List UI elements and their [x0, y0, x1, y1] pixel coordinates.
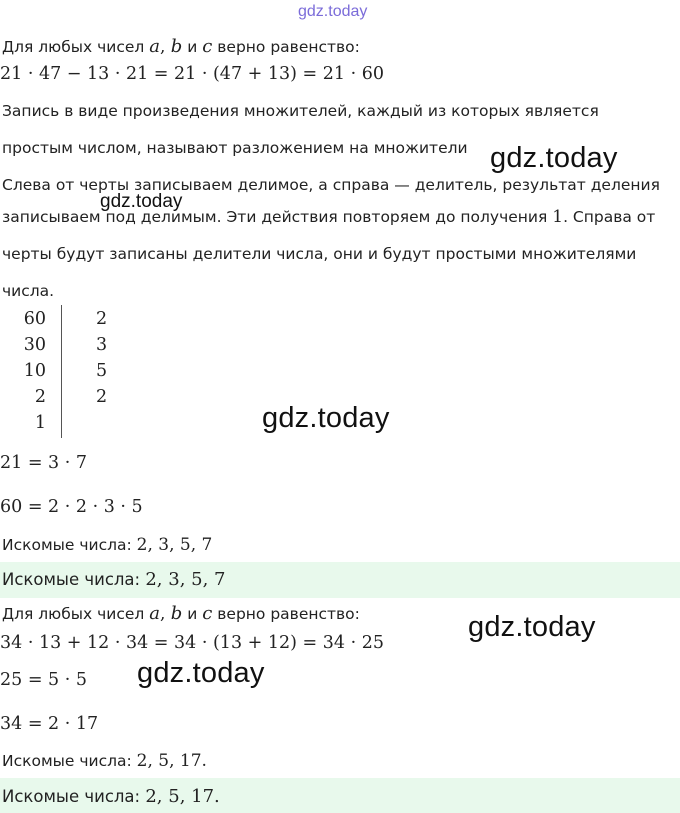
var-c: c	[202, 603, 213, 624]
equation-2: 34 · 13 + 12 · 34 = 34 · (13 + 12) = 34 · 25	[0, 633, 384, 653]
highlight-values: 2, 3, 5, 7	[145, 569, 226, 590]
highlight-text	[2, 569, 226, 590]
factor-21: 21 = 3 · 7	[0, 453, 88, 473]
var-b: b	[170, 36, 183, 57]
answer-1	[2, 535, 212, 555]
answer-values: 2, 3, 5, 7	[136, 535, 213, 555]
dividend: 10	[23, 361, 46, 381]
para1-line2: простым числом, называют разложением на множители	[2, 139, 468, 157]
watermark-top: gdz.today	[298, 3, 368, 20]
highlight-label: Искомые числа:	[2, 787, 146, 806]
dividend: 30	[23, 335, 46, 355]
watermark-4: gdz.today	[468, 611, 596, 643]
intro-prefix: Для любых чисел	[2, 605, 150, 623]
watermark-1: gdz.today	[490, 142, 618, 174]
watermark-3: gdz.today	[262, 402, 390, 434]
and-word: и	[182, 605, 203, 623]
factor-25: 25 = 5 · 5	[0, 670, 88, 690]
divisor: 3	[96, 335, 108, 355]
answer-highlight-2	[0, 778, 680, 813]
intro-suffix: верно равенство:	[212, 605, 360, 623]
intro-line-2	[2, 604, 360, 624]
watermark-2: gdz.today	[100, 191, 183, 212]
answer-highlight-1	[0, 562, 680, 598]
dividend: 2	[34, 387, 46, 407]
highlight-values: 2, 5, 17.	[145, 786, 220, 807]
answer-2	[2, 751, 207, 771]
intro-prefix: Для любых чисел	[2, 38, 150, 56]
para2-line1: Слева от черты записываем делимое, а справа — делитель, результат деления	[2, 176, 660, 194]
answer-values: 2, 5, 17.	[136, 751, 207, 771]
para2-line4: числа.	[2, 282, 55, 300]
factor-34: 34 = 2 · 17	[0, 714, 99, 734]
var-c: c	[202, 36, 213, 57]
equation-1: 21 · 47 − 13 · 21 = 21 · (47 + 13) = 21 · 60	[0, 64, 384, 84]
intro-line-1	[2, 37, 360, 57]
para2-line3: черты будут записаны делители числа, они и будут простыми множителями	[2, 245, 637, 263]
highlight-label: Искомые числа:	[2, 570, 146, 589]
divisor: 2	[96, 309, 108, 329]
answer-label: Искомые числа:	[2, 752, 137, 770]
var-a: a	[149, 603, 160, 624]
intro-suffix: верно равенство:	[212, 38, 360, 56]
division-separator	[61, 305, 62, 438]
para1-line1: Запись в виде произведения множителей, каждый из которых является	[2, 102, 599, 120]
para2-line2-prefix: записываем под делимым. Эти действия повторяем до получения	[2, 208, 553, 226]
var-a: a	[149, 36, 160, 57]
comma: ,	[159, 37, 171, 57]
highlight-text	[2, 786, 220, 807]
factor-60: 60 = 2 · 2 · 3 · 5	[0, 497, 143, 517]
watermark-5: gdz.today	[137, 657, 265, 689]
dividend: 1	[34, 413, 46, 433]
answer-label: Искомые числа:	[2, 536, 137, 554]
var-b: b	[170, 603, 183, 624]
para2-line2-num: 1	[552, 207, 564, 227]
dividend: 60	[23, 309, 46, 329]
para2-line2-suffix: . Справа от	[563, 208, 656, 226]
divisor: 5	[96, 361, 108, 381]
and-word: и	[182, 38, 203, 56]
comma: ,	[159, 604, 171, 624]
divisor: 2	[96, 387, 108, 407]
